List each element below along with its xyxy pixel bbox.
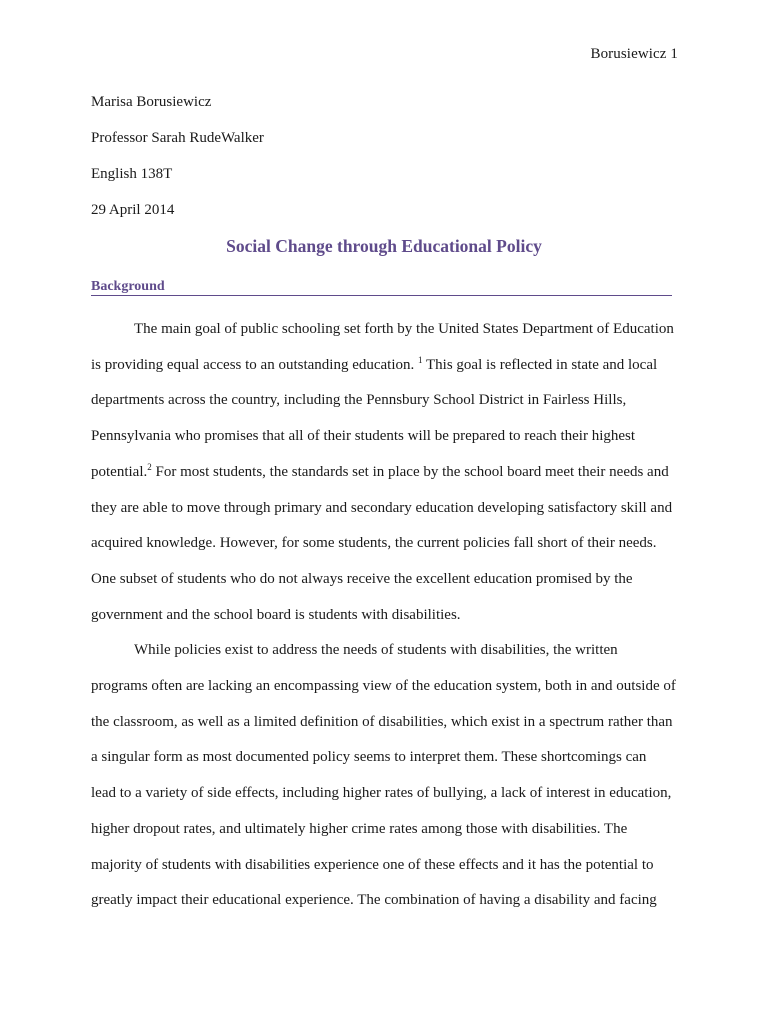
text-span: is providing equal access to an outstanding education.: [91, 356, 415, 373]
paragraph-2-line: programs often are lacking an encompassing view of the education system, both in and outside of: [91, 678, 676, 695]
paragraph-1-line: [91, 455, 674, 491]
footnote-marker: 1: [418, 354, 423, 365]
submission-date: 29 April 2014: [91, 202, 175, 218]
body-text: [91, 312, 674, 919]
paragraph-2-line: While policies exist to address the needs of students with disabilities, the written: [134, 642, 618, 659]
paragraph-2-line: a singular form as most documented policy seems to interpret them. These shortcomings can: [91, 749, 647, 766]
paragraph-1-line: they are able to move through primary and secondary education developing satisfactory skill and: [91, 499, 673, 516]
paragraph-1-line: One subset of students who do not always receive the excellent education promised by the: [91, 570, 633, 587]
paragraph-2-line: greatly impact their educational experience. The combination of having a disability and facing: [91, 892, 657, 909]
paragraph-2-line: majority of students with disabilities experience one of these effects and it has the potential to: [91, 856, 654, 873]
paragraph-2-line: lead to a variety of side effects, including higher rates of bullying, a lack of interest in education,: [91, 785, 672, 802]
text-span: This goal is reflected in state and local: [422, 356, 658, 373]
course-name: English 138T: [91, 166, 173, 182]
paragraph-1-line: Pennsylvania who promises that all of their students will be prepared to reach their highest: [91, 428, 636, 445]
paragraph-1-line: [91, 348, 674, 384]
mla-heading: [91, 92, 264, 236]
author-name: Marisa Borusiewicz: [91, 94, 212, 110]
footnote-marker: 2: [147, 461, 152, 472]
paragraph-1-line: government and the school board is students with disabilities.: [91, 606, 461, 623]
text-span: potential.: [91, 463, 148, 480]
document-title: Social Change through Educational Policy: [226, 236, 542, 256]
running-head: Borusiewicz 1: [590, 46, 678, 62]
text-span: For most students, the standards set in place by the school board meet their needs and: [151, 463, 669, 480]
paragraph-1-line: acquired knowledge. However, for some students, the current policies fall short of their needs.: [91, 535, 657, 552]
paragraph-2-line: higher dropout rates, and ultimately higher crime rates among those with disabilities. The: [91, 820, 628, 837]
paragraph-1-line: The main goal of public schooling set forth by the United States Department of Education: [134, 321, 674, 337]
section-heading-background: Background: [91, 279, 672, 296]
paragraph-2-line: the classroom, as well as a limited definition of disabilities, which exist in a spectrum rather than: [91, 713, 673, 730]
paragraph-1-line: departments across the country, including the Pennsbury School District in Fairless Hills,: [91, 392, 627, 409]
instructor-name: Professor Sarah RudeWalker: [91, 130, 264, 146]
